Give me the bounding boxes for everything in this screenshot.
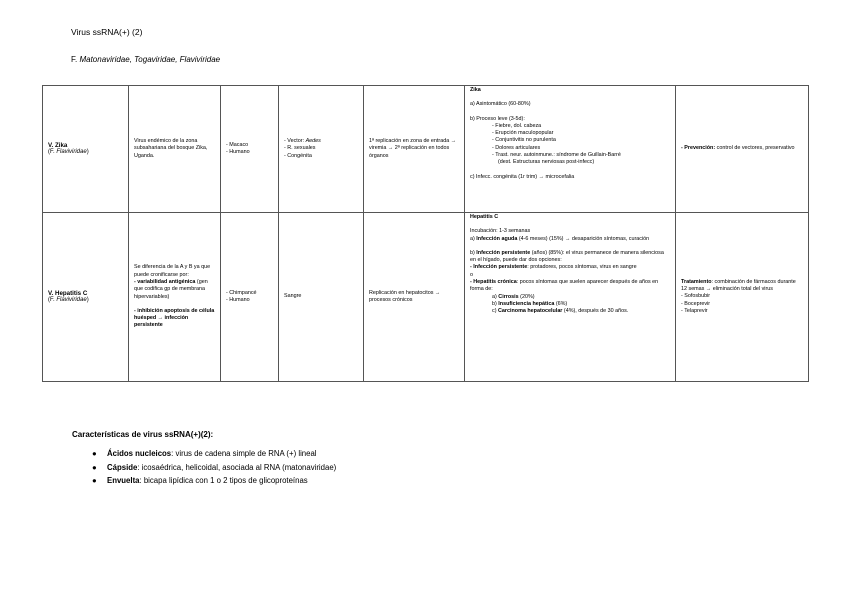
virus-name: V. Hepatitis C [48,289,88,297]
virus-family: (F. Flaviviridae) [48,149,89,155]
cell-clinical: Zika a) Asintomático (60-80%) b) Proceso leve (3-5d): - Fiebre, dol. cabeza - Erupción maculopopular - Conjuntivitis no purulenta - Dolores articulares - Trast. neur. autoinmune.: síndrome de Guillain-Barré (dest. Estructuras nerviosas post-infecc) c) Infecc. congénita (1r trim) → microcefalia [465,86,676,213]
list-item: ● Ácidos nucleicos: virus de cadena simple de RNA (+) lineal [92,447,336,461]
subtitle-prefix: F. [71,55,80,64]
cell-description: Virus endémico de la zona subsahariana del bosque Zika, Uganda. [129,86,221,213]
bullet-icon: ● [92,476,97,485]
cell-prevention: - Prevención: control de vectores, preservativo [676,86,809,213]
subtitle-families: Matonaviridae, Togaviridae, Flaviviridae [79,55,221,64]
table-row-hepatitis-c [43,213,809,382]
virus-family: (F. Flaviviridae) [48,297,89,303]
cell-transmission: Sangre [279,213,364,382]
cell-pathogenesis: Replicación en hepatocitos → procesos crónicos [364,213,465,382]
characteristics-list [92,447,336,488]
cell-description: Se diferencia de la A y B ya que puede cronificarse por: - variabilidad antigénica (gen que codifica gp de membrana hipervariables) - inhibición apoptosis de célula huésped → infección persistente [129,213,221,382]
cell-virus-name [43,213,129,382]
list-item: ● Cápside: icosaédrica, helicoidal, asociada al RNA (matonaviridae) [92,461,336,475]
cell-virus-name [43,86,129,213]
cell-clinical: Hepatitis C Incubación: 1-3 semanas a) Infección aguda (4-6 meses) (15%) → desaparición síntomas, curación b) Infección persistente (años) (85%): el virus permanece de manera silenciosa en el hígado, puede dar dos opciones: - Infección persistente: protadores, pocos síntomas, virus en sangre o - Hepatitis crónica: pocos síntomas que suelen aparecer después de años en forma de: a) Cirrosis (20%) b) Insuficiencia hepática (6%) c) Carcinoma hepatocelular (4%), después de 30 años. [465,213,676,382]
bullet-icon: ● [92,449,97,458]
page-subtitle [71,55,220,64]
cell-hosts: - Chimpancé - Humano [221,213,279,382]
bullet-icon: ● [92,462,97,472]
virus-name: V. Zika [48,141,68,149]
table-row-zika [43,86,809,213]
list-item: ● Envuelta: bicapa lipídica con 1 o 2 tipos de glicoproteínas [92,474,336,488]
page-title: Virus ssRNA(+) (2) [71,27,143,37]
virus-table [42,85,809,382]
cell-treatment: Tratamiento: combinación de fármacos durante 12 semas → eliminación total del virus - Sofosbubir - Boceprevir - Telaprevir [676,213,809,382]
cell-transmission: - Vector: Aedes - R. sexuales - Congénita [279,86,364,213]
cell-pathogenesis: 1ª replicación en zona de entrada → viremia → 2ª replicación en todos órganos [364,86,465,213]
characteristics-heading: Características de virus ssRNA(+)(2): [72,430,214,439]
cell-hosts: - Macaco - Humano [221,86,279,213]
